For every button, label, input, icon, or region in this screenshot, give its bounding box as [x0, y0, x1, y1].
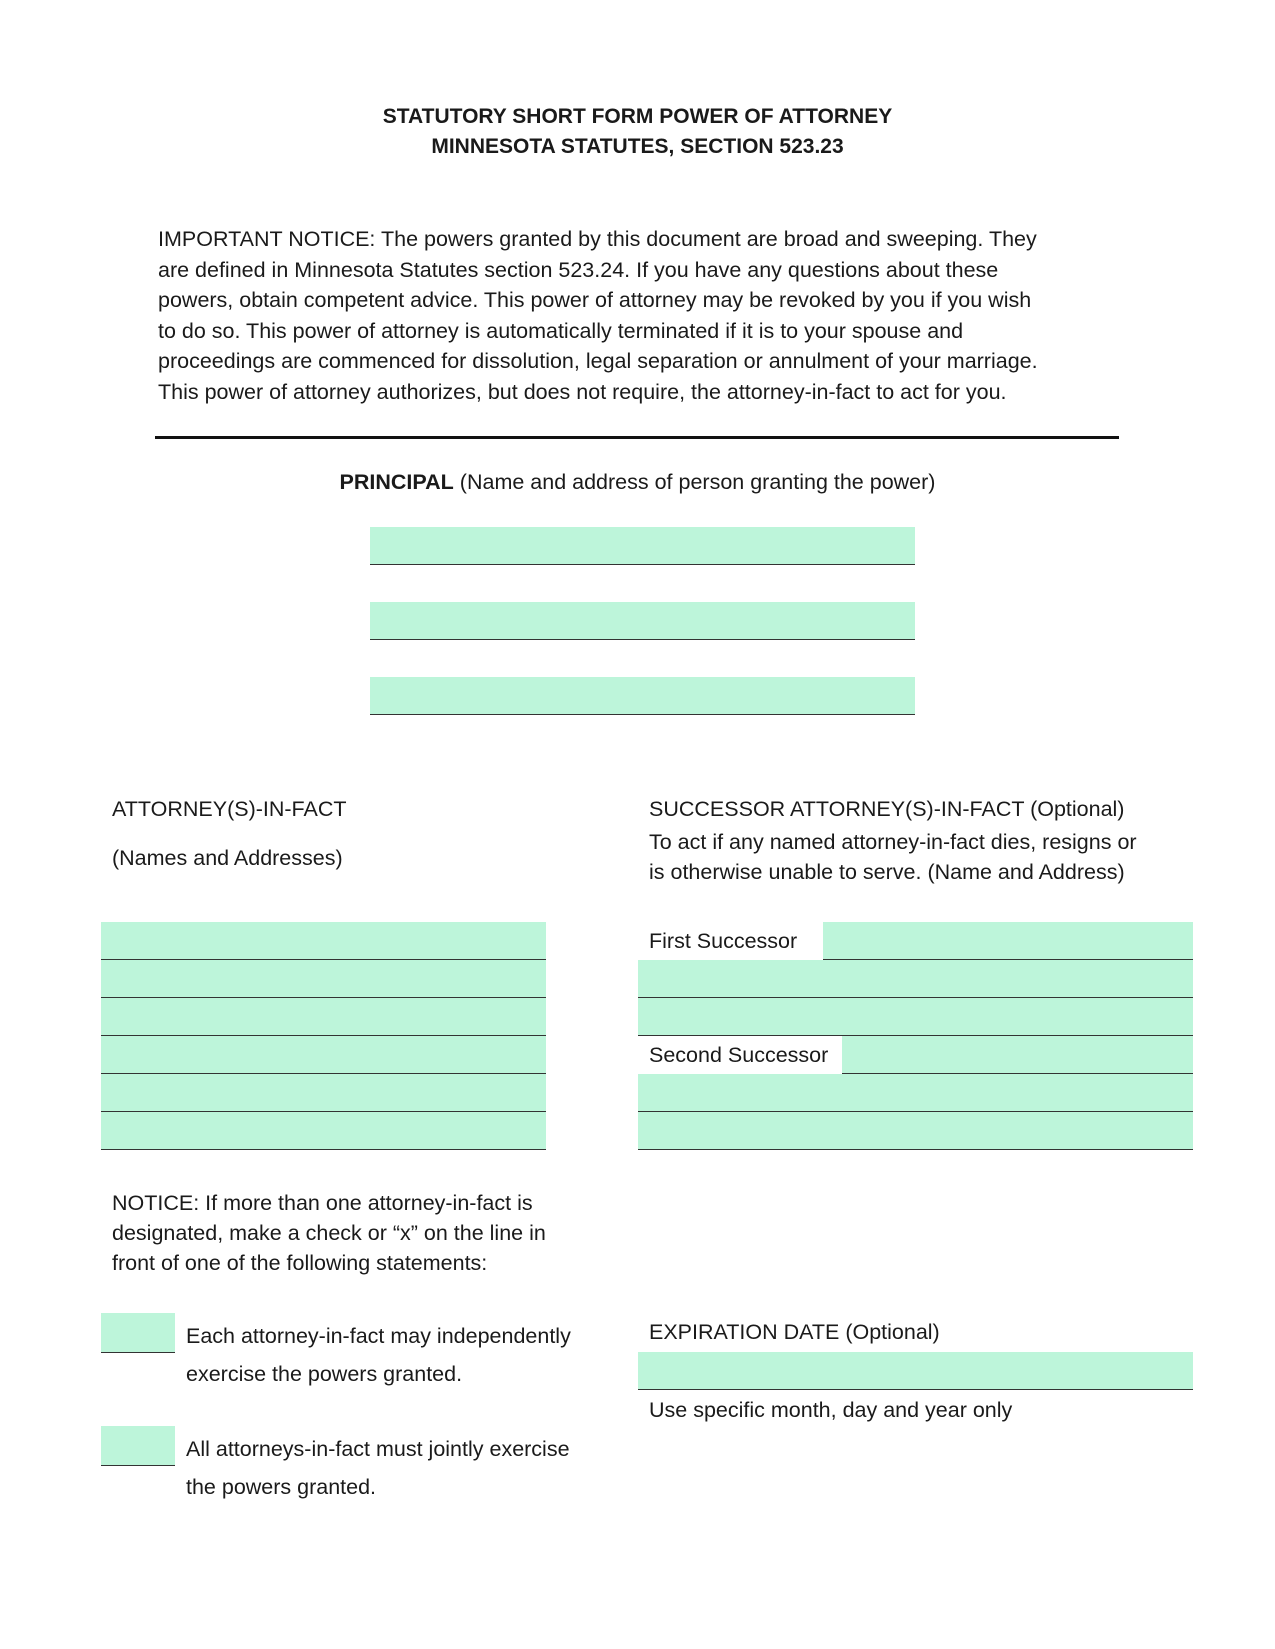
notice-line: This power of attorney authorizes, but does not require, the attorney-in-fact to act for you. [158, 379, 1007, 404]
successors-heading: SUCCESSOR ATTORNEY(S)-IN-FACT (Optional) [649, 797, 1125, 821]
first-successor-label: First Successor [638, 922, 823, 960]
first-successor-field[interactable] [638, 960, 1193, 998]
form-title: STATUTORY SHORT FORM POWER OF ATTORNEY [382, 105, 893, 128]
multiple-notice-line2: designated, make a check or “x” on the line in [112, 1221, 546, 1245]
multiple-notice-line1: NOTICE: If more than one attorney-in-fact is [112, 1191, 533, 1215]
notice-line: are defined in Minnesota Statutes section 523.24. If you have any questions about these [158, 257, 999, 282]
second-successor-label: Second Successor [638, 1036, 842, 1074]
principal-address-field-1[interactable] [370, 602, 915, 640]
successors-description-line1: To act if any named attorney-in-fact dies, resigns or [649, 830, 1137, 854]
principal-name-field[interactable] [370, 527, 915, 565]
independent-option-check-field[interactable] [101, 1313, 175, 1353]
independent-option-line1: Each attorney-in-fact may independently [186, 1324, 571, 1348]
attorneys-subheading: (Names and Addresses) [112, 846, 343, 870]
attorney-field[interactable] [101, 1036, 546, 1074]
principal-heading [0, 467, 1275, 497]
notice-line: IMPORTANT NOTICE: The powers granted by this document are broad and sweeping. They [158, 227, 1037, 251]
attorneys-fields [101, 922, 546, 1150]
attorney-field[interactable] [101, 922, 546, 960]
attorney-field[interactable] [101, 1112, 546, 1150]
form-subtitle: MINNESOTA STATUTES, SECTION 523.23 [431, 135, 844, 158]
notice-line: to do so. This power of attorney is automatically terminated if it is to your spouse and [158, 318, 964, 343]
notice-line: powers, obtain competent advice. This power of attorney may be revoked by you if you wish [158, 288, 1032, 313]
notice-line: proceedings are commenced for dissolution, legal separation or annulment of your marriage. [158, 349, 1038, 374]
attorney-field[interactable] [101, 960, 546, 998]
important-notice [158, 224, 1118, 408]
attorney-field[interactable] [101, 1074, 546, 1112]
joint-option-check-field[interactable] [101, 1426, 175, 1466]
joint-option-line1: All attorneys-in-fact must jointly exercise [186, 1437, 570, 1461]
expiration-heading: EXPIRATION DATE (Optional) [649, 1320, 940, 1344]
principal-sublabel: (Name and address of person granting the power) [459, 470, 936, 494]
principal-label: PRINCIPAL [339, 470, 454, 494]
attorney-field[interactable] [101, 998, 546, 1036]
attorneys-heading: ATTORNEY(S)-IN-FACT [112, 797, 347, 821]
independent-option-line2: exercise the powers granted. [186, 1362, 463, 1386]
second-successor-field[interactable] [638, 1112, 1193, 1150]
second-successor-field[interactable] [638, 1074, 1193, 1112]
expiration-date-field[interactable] [638, 1352, 1193, 1390]
successors-fields [638, 922, 1193, 1150]
joint-option-line2: the powers granted. [186, 1475, 377, 1499]
successors-description-line2: is otherwise unable to serve. (Name and Address) [649, 860, 1125, 884]
section-divider [155, 436, 1119, 439]
multiple-notice-line3: front of one of the following statements: [112, 1251, 488, 1275]
first-successor-field[interactable] [638, 998, 1193, 1036]
principal-address-field-2[interactable] [370, 677, 915, 715]
expiration-hint: Use specific month, day and year only [649, 1398, 1013, 1422]
